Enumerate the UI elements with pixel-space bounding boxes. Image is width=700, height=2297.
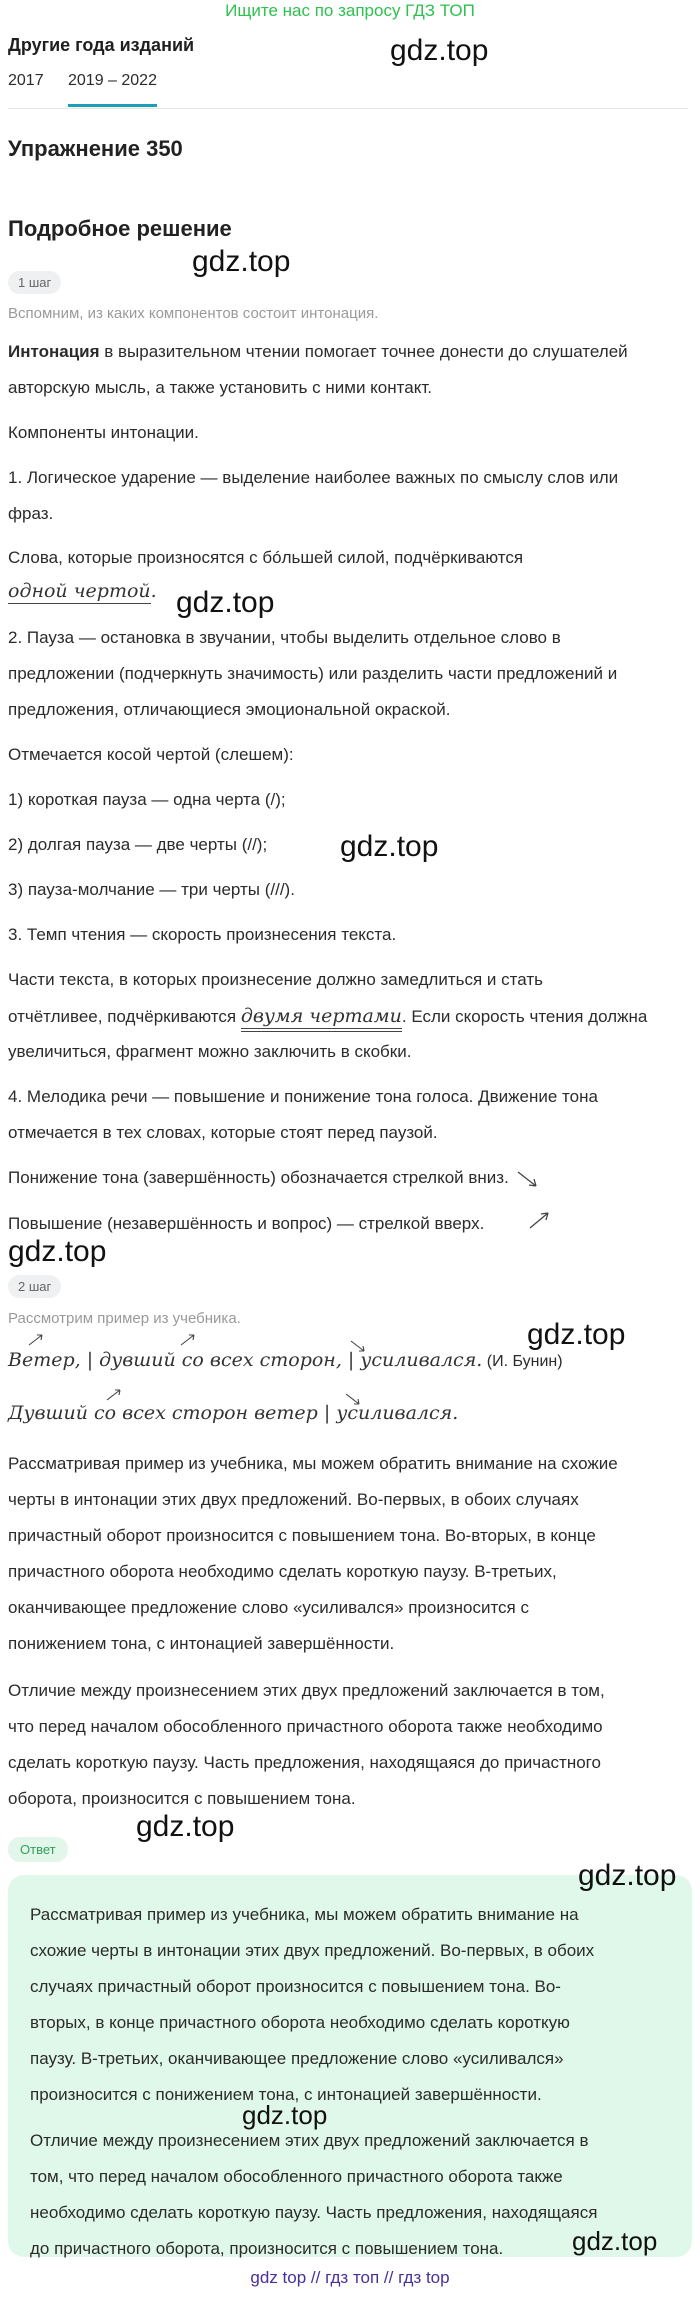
paragraph: Части текста, в которых произнесение должно замедлиться и стать: [8, 970, 543, 989]
step-badge: 2 шаг: [8, 1275, 61, 1298]
watermark: gdz.top: [192, 245, 291, 278]
watermark: gdz.top: [136, 1810, 235, 1843]
answer-paragraph: [30, 1897, 670, 2113]
paragraph: 1) короткая пауза — одна черта (/);: [8, 790, 286, 809]
arrow-down-right-icon: [516, 1170, 540, 1190]
line: схожие черты в интонации этих двух предложений. Во-первых, в обоих: [30, 1941, 595, 1960]
line: оборота, произносится с повышением тона.: [8, 1789, 356, 1808]
example-sentence: [8, 1349, 563, 1371]
line: что перед началом обособленного причастного оборота также необходимо: [8, 1717, 603, 1736]
paragraph: [8, 1673, 688, 1817]
paragraph: Слова, которые произносятся с бóльшей силой, подчёркиваются: [8, 548, 524, 567]
line: до причастного оборота, произносится с повышением тона.: [30, 2239, 504, 2258]
paragraph: [8, 998, 688, 1035]
double-underlined-example: двумя чертами: [241, 1005, 402, 1032]
text: . Если скорость чтения должна: [401, 1007, 648, 1026]
example-text: Ветер, | дувший со всех сторон, | усиливался.: [8, 1349, 483, 1371]
year-tab-2019-2022[interactable]: 2019 – 2022: [68, 72, 157, 89]
answer-badge: Ответ: [8, 1837, 68, 1862]
watermark: gdz.top: [578, 1859, 677, 1892]
line: Рассматривая пример из учебника, мы можем обратить внимание на: [30, 1905, 579, 1924]
solution-title: Подробное решение: [8, 216, 232, 241]
divider: [8, 108, 688, 109]
paragraph: 3. Темп чтения — скорость произнесения текста.: [8, 925, 397, 944]
arrow-down-right-icon: [350, 1339, 366, 1353]
step-badge: 1 шаг: [8, 271, 61, 294]
line: случаях причастный оборот произносится с повышением тона. Во-: [30, 1977, 561, 1996]
paragraph: отмечается в тех словах, которые стоят перед паузой.: [8, 1123, 438, 1142]
paragraph: 4. Мелодика речи — повышение и понижение тона голоса. Движение тона: [8, 1087, 598, 1106]
line: паузу. В-третьих, оканчивающее предложение слово «усиливался»: [30, 2049, 564, 2068]
paragraph: 2. Пауза — остановка в звучании, чтобы выделить отдельное слово в: [8, 628, 561, 647]
example-text: Дувший со всех сторон ветер | усиливался.: [8, 1402, 459, 1424]
line: Рассматривая пример из учебника, мы можем обратить внимание на схожие: [8, 1454, 618, 1473]
paragraph: 3) пауза-молчание — три черты (///).: [8, 880, 295, 899]
arrow-up-right-icon: [28, 1333, 44, 1347]
line: черты в интонации этих двух предложений. Во-первых, в обоих случаях: [8, 1490, 579, 1509]
text: отчётливее, подчёркиваются: [8, 1007, 241, 1026]
paragraph: предложения, отличающиеся эмоциональной окраской.: [8, 700, 451, 719]
line: причастного оборота необходимо сделать короткую паузу. В-третьих,: [8, 1562, 557, 1581]
paragraph: 2) долгая пауза — две черты (//);: [8, 835, 268, 854]
watermark: gdz.top: [572, 2226, 658, 2256]
step-hint: Вспомним, из каких компонентов состоит интонация.: [8, 305, 379, 322]
line: произносится с понижением тона, с интонацией завершённости.: [30, 2085, 542, 2104]
arrow-up-right-icon: [106, 1388, 122, 1402]
line: Отличие между произнесением этих двух предложений заключается в том,: [8, 1681, 605, 1700]
paragraph: Понижение тона (завершённость) обозначается стрелкой вниз.: [8, 1168, 509, 1187]
underlined-example: одной чертой: [8, 580, 151, 602]
paragraph: предложении (подчеркнуть значимость) или разделить части предложений и: [8, 664, 618, 683]
line: оканчивающее предложение слово «усиливался» произносится с: [8, 1598, 529, 1617]
footer-links[interactable]: gdz top // гдз топ // гдз top: [250, 2268, 450, 2287]
line: сделать короткую паузу. Часть предложения, находящаяся до причастного: [8, 1753, 601, 1772]
watermark: gdz.top: [176, 586, 275, 619]
paragraph: авторскую мысль, а также установить с ними контакт.: [8, 378, 432, 397]
example-author: (И. Бунин): [486, 1353, 563, 1370]
text: .: [150, 580, 157, 602]
paragraph: Отмечается косой чертой (слешем):: [8, 745, 294, 764]
example-sentence: [8, 1402, 458, 1424]
paragraph: Компоненты интонации.: [8, 423, 199, 442]
paragraph: фраз.: [8, 504, 54, 523]
top-banner[interactable]: Ищите нас по запросу ГДЗ ТОП: [225, 1, 475, 20]
watermark: gdz.top: [340, 830, 439, 863]
watermark: gdz.top: [242, 2100, 328, 2130]
line: том, что перед началом обособленного причастного оборота также: [30, 2167, 563, 2186]
paragraph: Повышение (незавершённость и вопрос) — стрелкой вверх.: [8, 1214, 485, 1233]
active-tab-indicator: [68, 104, 157, 107]
other-years-title: Другие года изданий: [8, 35, 195, 55]
watermark: gdz.top: [527, 1318, 626, 1351]
paragraph: 1. Логическое ударение — выделение наиболее важных по смыслу слов или: [8, 468, 619, 487]
step-hint: Рассмотрим пример из учебника.: [8, 1310, 241, 1327]
watermark: gdz.top: [8, 1235, 107, 1268]
line: Отличие между произнесением этих двух предложений заключается в: [30, 2131, 589, 2150]
arrow-up-right-icon: [528, 1210, 552, 1230]
handwritten-example: [8, 580, 157, 602]
paragraph: [8, 334, 688, 370]
line: вторых, в конце причастного оборота необходимо сделать короткую: [30, 2013, 570, 2032]
line: необходимо сделать короткую паузу. Часть предложения, находящаяся: [30, 2203, 598, 2222]
line: причастный оборот произносится с повышением тона. Во-вторых, в конце: [8, 1526, 596, 1545]
paragraph: [8, 1446, 688, 1662]
arrow-down-right-icon: [345, 1392, 361, 1406]
term-bold: Интонация: [8, 342, 100, 361]
text: в выразительном чтении помогает точнее донести до слушателей: [99, 342, 628, 361]
paragraph: увеличиться, фрагмент можно заключить в скобки.: [8, 1042, 412, 1061]
line: понижением тона, с интонацией завершённости.: [8, 1634, 395, 1653]
arrow-up-right-icon: [180, 1333, 196, 1347]
year-tab-2017[interactable]: 2017: [8, 72, 44, 89]
watermark: gdz.top: [390, 34, 489, 67]
exercise-title: Упражнение 350: [8, 136, 183, 161]
